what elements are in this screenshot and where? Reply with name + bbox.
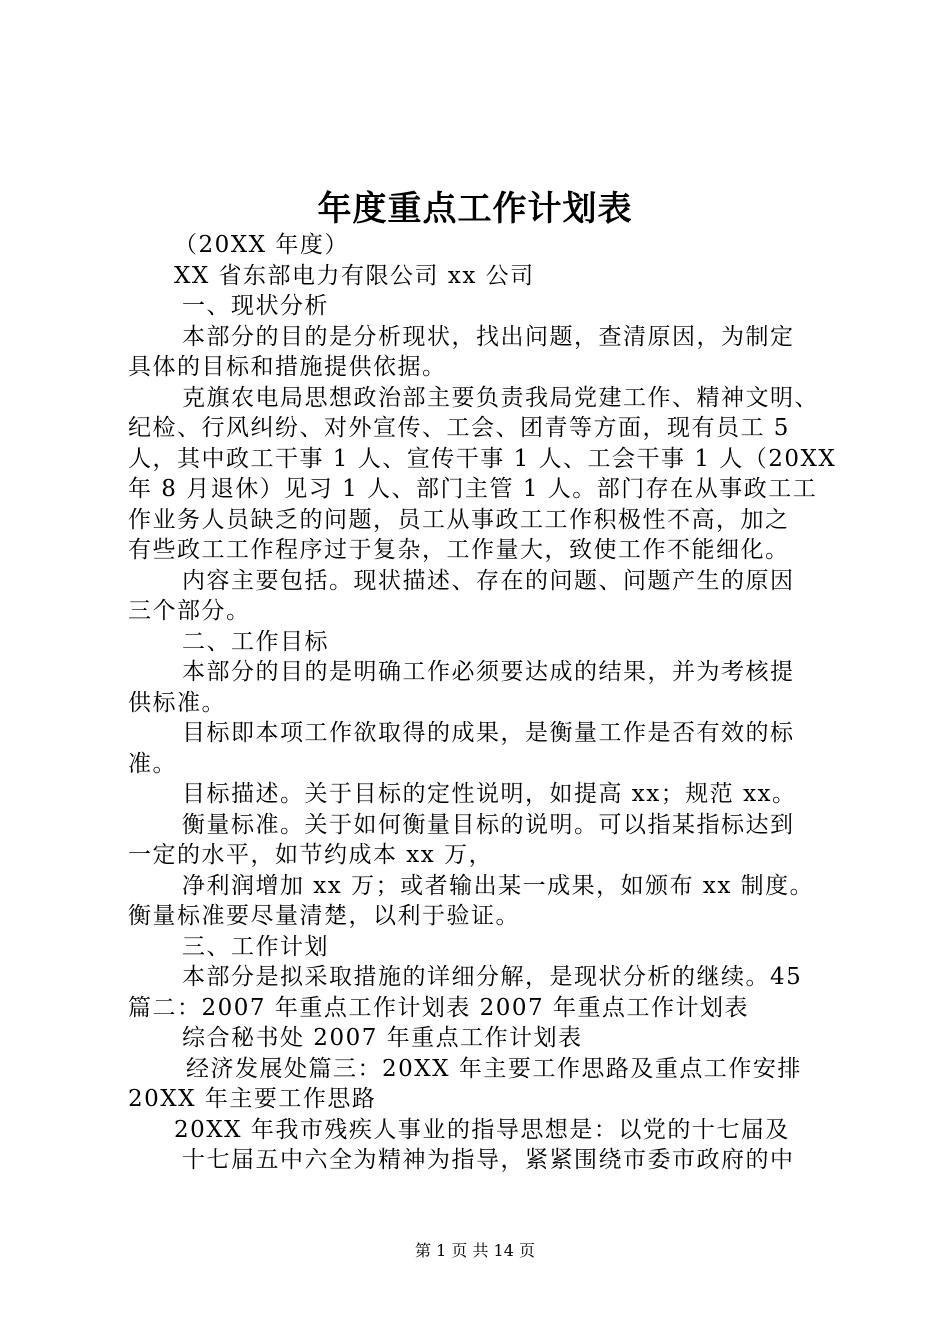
body-text-line: 衡量标准。关于如何衡量目标的说明。可以指某指标达到 [182, 811, 795, 838]
body-text-line: 内容主要包括。现状描述、存在的问题、问题产生的原因 [182, 567, 795, 594]
document-title: 年度重点工作计划表 [317, 189, 633, 229]
body-text-line: 人，其中政工干事 1 人、宣传干事 1 人、工会干事 1 人（20XX [128, 445, 837, 472]
body-text-line: 本部分的目的是分析现状，找出问题，查清原因，为制定 [182, 323, 795, 350]
body-text-line: 衡量标准要尽量清楚，以利于验证。 [128, 903, 520, 929]
page-footer: 第 1 页 共 14 页 [415, 1241, 535, 1260]
body-text-line: 一、现状分析 [182, 293, 329, 319]
body-text-line: XX 省东部电力有限公司 xx 公司 [174, 262, 535, 289]
body-text-line: 20XX 年主要工作思路 [128, 1086, 377, 1112]
body-text-line: 20XX 年我市残疾人事业的指导思想是：以党的十七届及 [174, 1116, 790, 1143]
body-text-line: （20XX 年度） [174, 232, 349, 258]
body-text-line: 有些政工工作程序过于复杂，工作量大，致使工作不能细化。 [128, 537, 790, 563]
body-text-line: 作业务人员缺乏的问题，员工从事政工工作积极性不高，加之 [128, 506, 790, 533]
body-text-line: 克旗农电局思想政治部主要负责我局党建工作、精神文明、 [182, 384, 819, 411]
body-text-line: 二、工作目标 [182, 628, 329, 655]
body-text-line: 年 8 月退休）见习 1 人、部门主管 1 人。部门存在从事政工工 [128, 476, 818, 502]
body-text-line: 本部分是拟采取措施的详细分解，是现状分析的继续。45 [182, 964, 803, 990]
body-text-line: 三个部分。 [128, 598, 251, 624]
body-text-line: 净利润增加 xx 万；或者输出某一成果，如颁布 xx 制度。 [182, 872, 815, 899]
body-text-line: 具体的目标和措施提供依据。 [128, 354, 447, 380]
body-text-line: 目标即本项工作欲取得的成果，是衡量工作是否有效的标 [182, 720, 795, 746]
body-text-line: 篇二：2007 年重点工作计划表 2007 年重点工作计划表 [128, 994, 749, 1021]
body-text-line: 准。 [128, 750, 177, 777]
document-body [128, 230, 848, 1176]
body-text-line: 纪检、行风纠纷、对外宣传、工会、团青等方面，现有员工 5 [128, 415, 790, 441]
body-text-line: 三、工作计划 [182, 933, 329, 960]
body-text-line: 供标准。 [128, 689, 226, 716]
body-text-line: 本部分的目的是明确工作必须要达成的结果，并为考核提 [182, 659, 795, 685]
body-text-line: 一定的水平，如节约成本 xx 万， [128, 842, 494, 868]
body-text-line: 十七届五中六全为精神为指导，紧紧围绕市委市政府的中 [182, 1147, 795, 1173]
body-text-line: 综合秘书处 2007 年重点工作计划表 [182, 1025, 583, 1051]
body-text-line: 经济发展处篇三：20XX 年主要工作思路及重点工作安排 [186, 1055, 802, 1082]
body-text-line: 目标描述。关于目标的定性说明，如提高 xx；规范 xx。 [182, 781, 797, 807]
